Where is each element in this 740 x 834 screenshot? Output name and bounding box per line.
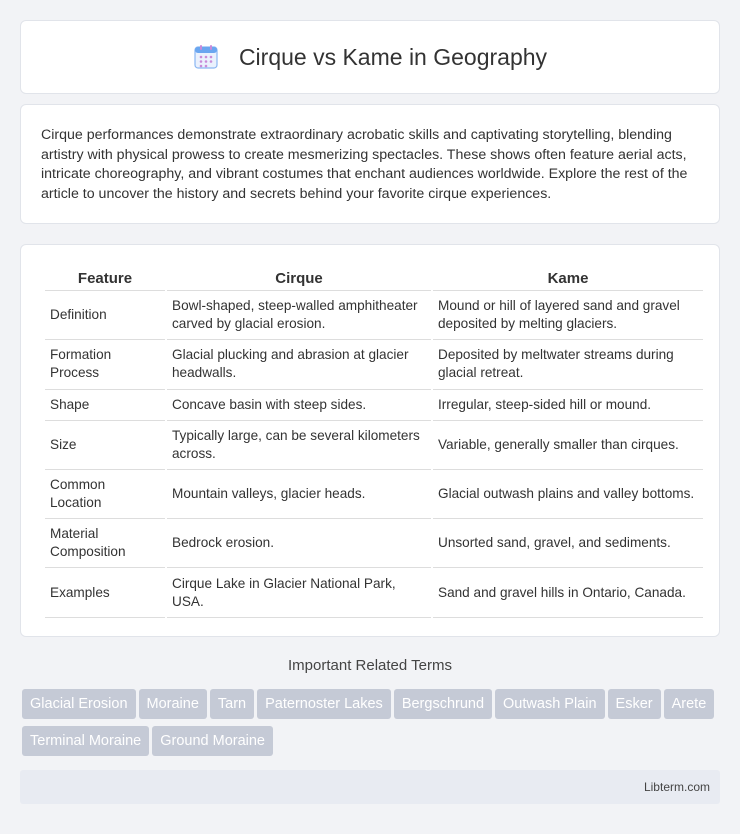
row-cirque: Mountain valleys, glacier heads. [167,470,431,519]
row-kame: Glacial outwash plains and valley bottoms. [433,470,703,519]
table-header-row [45,263,703,291]
row-feature: Formation Process [45,340,165,389]
footer [20,770,720,804]
row-kame: Unsorted sand, gravel, and sediments. [433,519,703,568]
row-cirque: Cirque Lake in Glacier National Park, USA. [167,568,431,617]
related-term-tag[interactable]: Terminal Moraine [22,726,149,756]
row-kame: Mound or hill of layered sand and gravel deposited by melting glaciers. [433,291,703,340]
row-kame: Sand and gravel hills in Ontario, Canada. [433,568,703,617]
related-terms-list [22,689,722,763]
row-cirque: Bowl-shaped, steep-walled amphitheater carved by glacial erosion. [167,291,431,340]
comparison-table [43,263,705,618]
table-row [45,519,703,568]
related-term-tag[interactable]: Ground Moraine [152,726,273,756]
header-kame: Kame [433,263,703,291]
row-kame: Deposited by meltwater streams during glacial retreat. [433,340,703,389]
row-cirque: Concave basin with steep sides. [167,390,431,421]
related-terms-title: Important Related Terms [288,657,452,674]
related-term-tag[interactable]: Glacial Erosion [22,689,136,719]
comparison-card [20,244,720,637]
related-term-tag[interactable]: Paternoster Lakes [257,689,391,719]
table-row [45,470,703,519]
table-row [45,340,703,389]
related-term-tag[interactable]: Arete [664,689,715,719]
row-kame: Variable, generally smaller than cirques. [433,421,703,470]
related-term-tag[interactable]: Moraine [139,689,207,719]
related-term-tag[interactable]: Bergschrund [394,689,492,719]
table-row [45,568,703,617]
table-row [45,421,703,470]
intro-card [20,104,720,224]
header-feature: Feature [45,263,165,291]
footer-site-link[interactable]: Libterm.com [643,780,710,794]
page-title: Cirque vs Kame in Geography [238,43,548,70]
header-card [20,20,720,94]
header-cirque: Cirque [167,263,431,291]
row-cirque: Glacial plucking and abrasion at glacier headwalls. [167,340,431,389]
row-feature: Size [45,421,165,470]
row-feature: Shape [45,390,165,421]
related-term-tag[interactable]: Outwash Plain [495,689,605,719]
table-row [45,390,703,421]
row-feature: Common Location [45,470,165,519]
row-cirque: Bedrock erosion. [167,519,431,568]
table-row [45,291,703,340]
calendar-icon [193,44,219,70]
row-feature: Definition [45,291,165,340]
row-feature: Examples [45,568,165,617]
row-feature: Material Composition [45,519,165,568]
related-term-tag[interactable]: Tarn [210,689,254,719]
row-kame: Irregular, steep-sided hill or mound. [433,390,703,421]
intro-text: Cirque performances demonstrate extraordinary acrobatic skills and captivating storytelling, blending artistry with physical prowess to create mesmerizing spectacles. These shows often feature aerial acts, intricate choreography, and vibrant costumes that enchant audiences worldwide. Explore the rest of the article to uncover the history and secrets behind your favorite cirque experiences. [41,127,688,202]
row-cirque: Typically large, can be several kilometers across. [167,421,431,470]
related-term-tag[interactable]: Esker [608,689,661,719]
